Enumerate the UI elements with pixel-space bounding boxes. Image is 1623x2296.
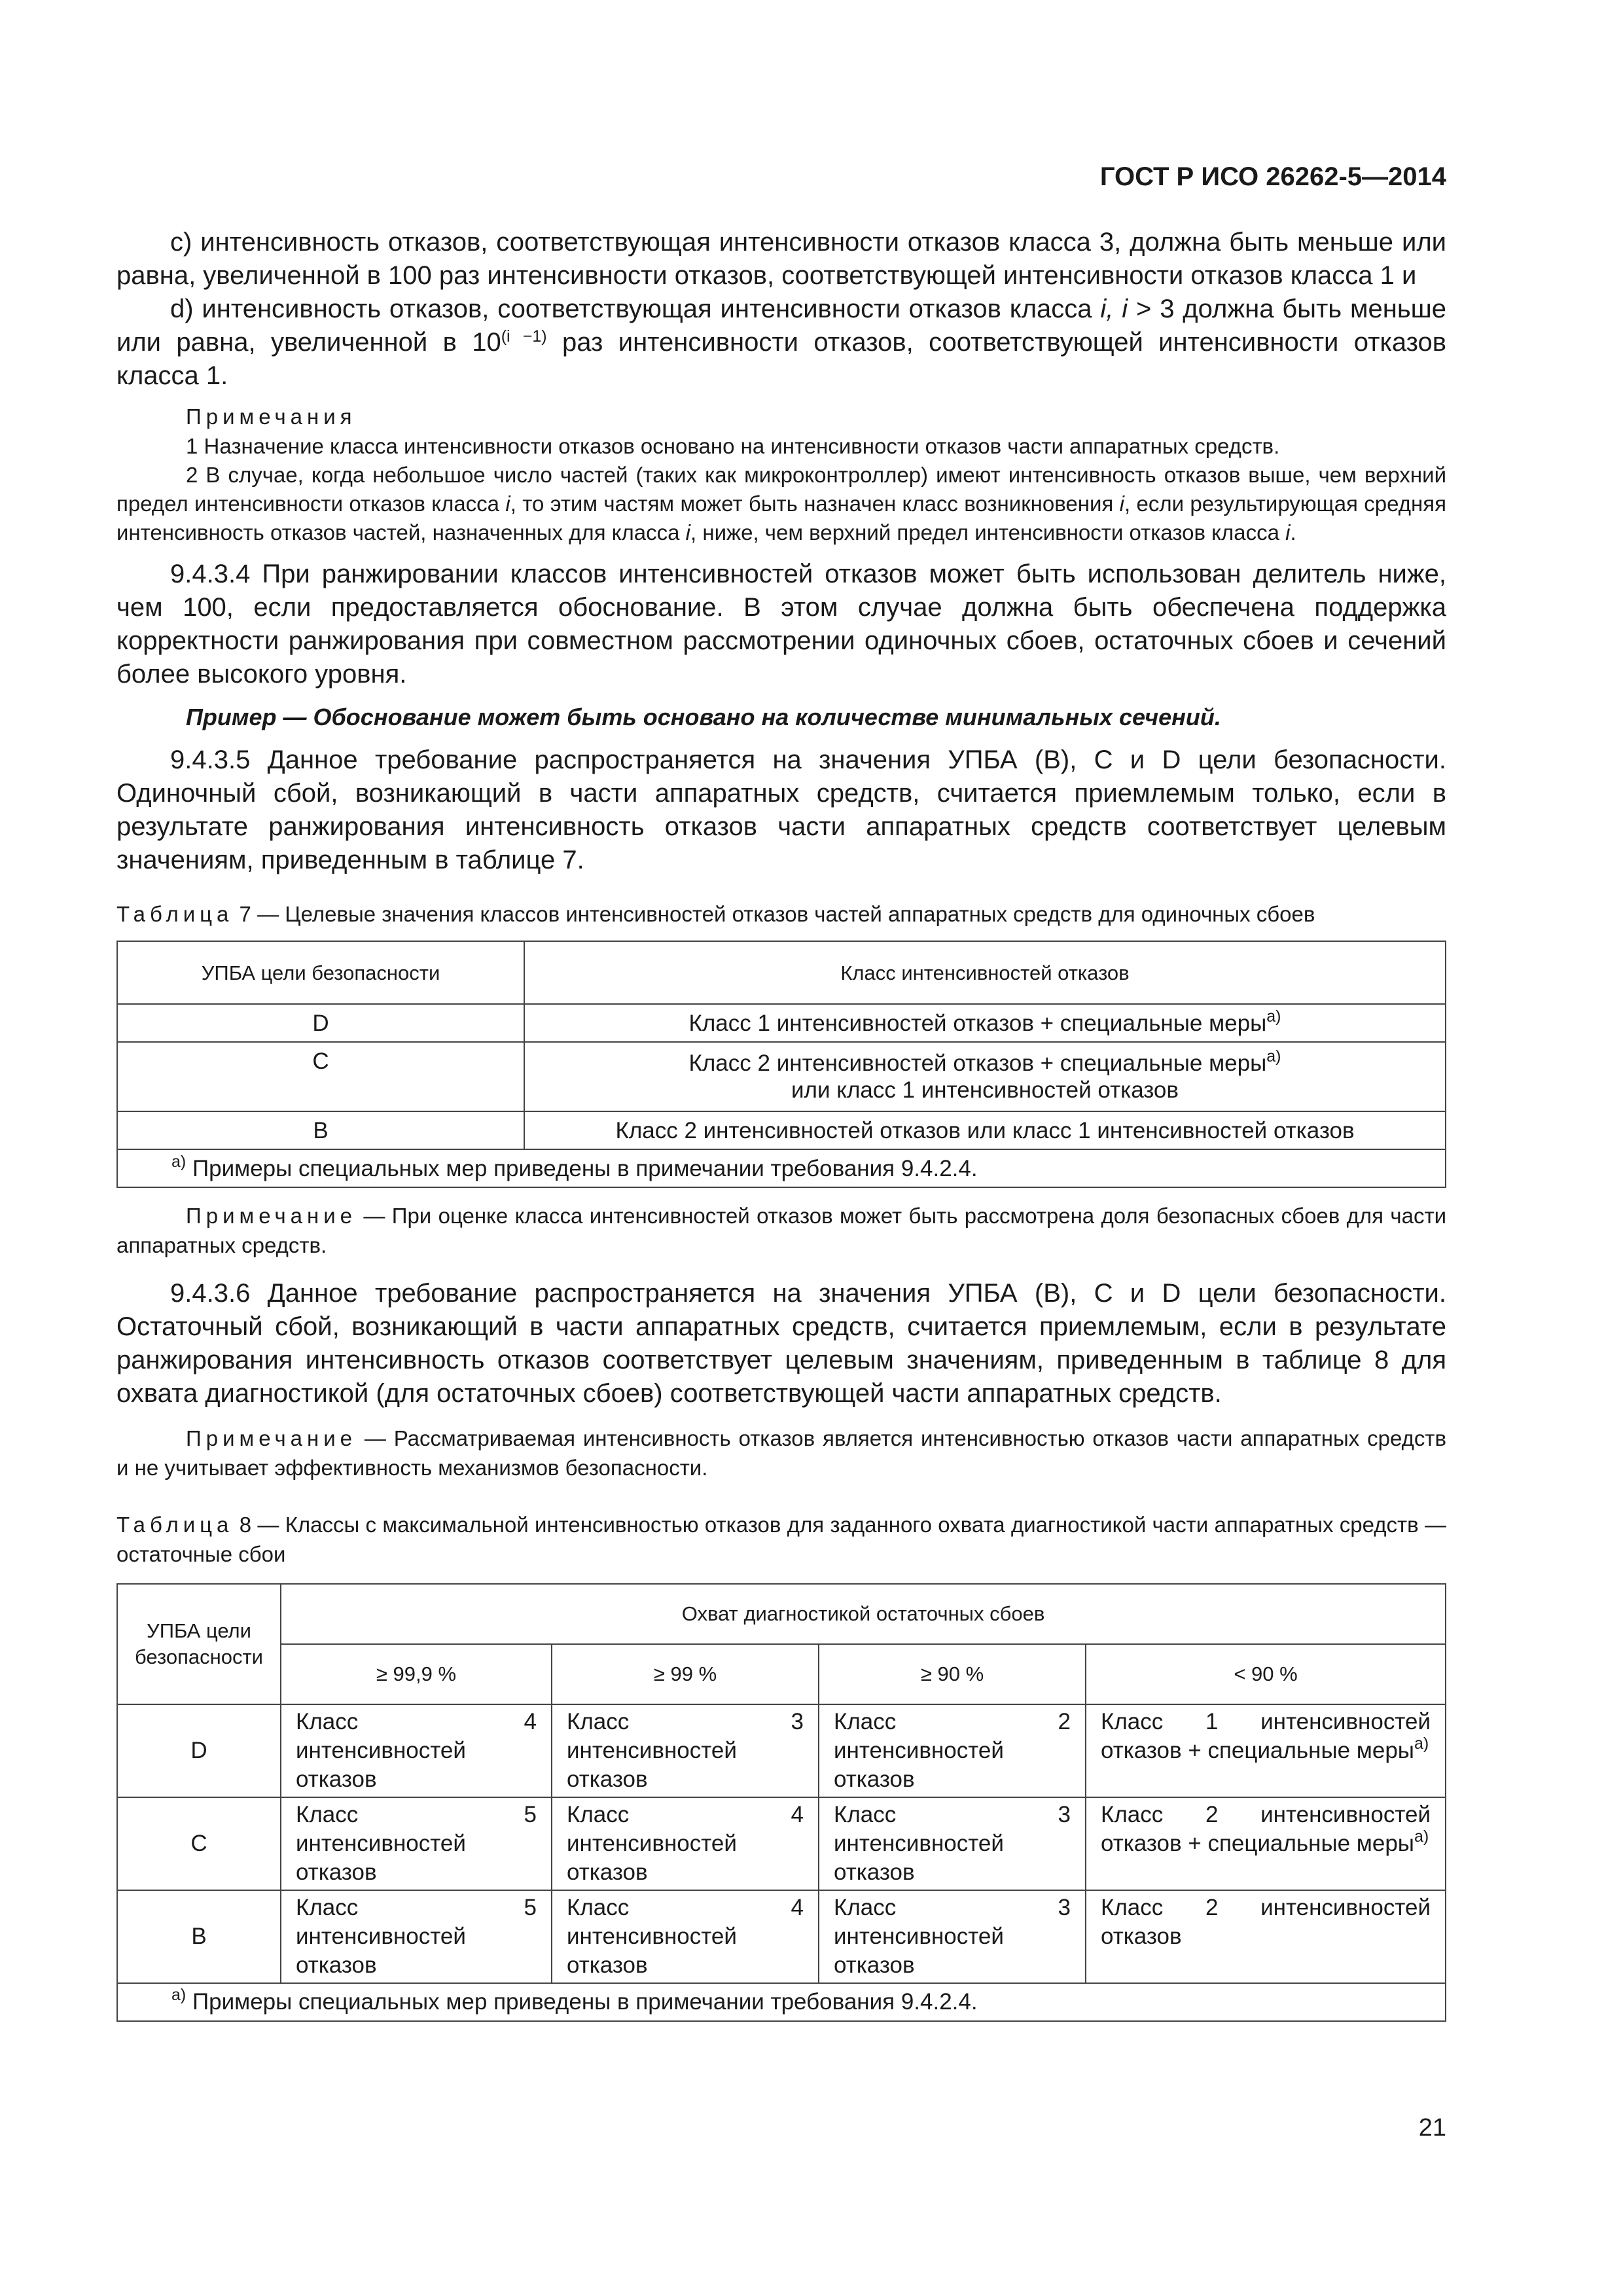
- class-cell: Класс 1 интенсивностей отказов + специальные меры$^{a)}$: [524, 1004, 1446, 1042]
- paragraph-9-4-3-5: 9.4.3.5 Данное требование распространяется на значения УПБА (B), C и D цели безопасности. Одиночный сбой, возникающий в части аппаратных средств, считается приемлемым только, если в результате ранжирования интенсивность отказов части аппаратных средств соответствует целевым значениям, приведенным в таблице 7.: [116, 745, 1446, 874]
- class-cell: Класс 5 интенсивностей отказов: [281, 1797, 552, 1890]
- table-footnote-row: [117, 1149, 1446, 1187]
- table-header-cell: УПБА цели безопасности: [117, 941, 524, 1004]
- level-cell: B: [117, 1890, 281, 1983]
- table-header-cell: ≥ 90 %: [819, 1644, 1086, 1704]
- table8-caption: Таблица 8 — Классы с максимальной интенсивностью отказов для заданного охвата диагностикой части аппаратных средств — остаточные сбои: [116, 1513, 1446, 1566]
- class-cell: Класс 4 интенсивностей отказов: [281, 1704, 552, 1797]
- table-row: [117, 1042, 1446, 1111]
- table-header-row: [117, 1584, 1446, 1644]
- class-cell: Класс 3 интенсивностей отказов: [819, 1890, 1086, 1983]
- paragraph-d: d) интенсивность отказов, соответствующая интенсивности отказов класса i, i > 3 должна быть меньше или равна, увеличенной в $10^{(i -1)}$ раз интенсивности отказов, соответствующей интенсивности отказов класса 1.: [116, 295, 1447, 390]
- paragraph-c: c) интенсивность отказов, соответствующая интенсивности отказов класса 3, должна быть меньше или равна, увеличенной в 100 раз интенсивности отказов, соответствующей интенсивности отказов класса 1 и: [116, 228, 1446, 290]
- class-cell: Класс 3 интенсивностей отказов: [552, 1704, 819, 1797]
- table-row: [117, 1004, 1446, 1042]
- table-footnote: $^{a)}$ Примеры специальных мер приведены в примечании требования 9.4.2.4.: [117, 1983, 1446, 2021]
- level-cell: D: [117, 1704, 281, 1797]
- table-row: [117, 1111, 1446, 1149]
- table-header-row: [117, 941, 1446, 1004]
- table-header-cell: УПБА цели безопасности: [117, 1584, 281, 1704]
- paragraph-9-4-3-6: 9.4.3.6 Данное требование распространяется на значения УПБА (B), C и D цели безопасности. Остаточный сбой, возникающий в части аппаратных средств, считается приемлемым, если в результате ранжирования интенсивность отказов соответствует целевым значениям, приведенным в таблице 8 для охвата диагностикой (для остаточных сбоев) соответствующей части аппаратных средств.: [116, 1279, 1446, 1408]
- class-cell: Класс 2 интенсивностей отказов + специальные меры$^{a)}$: [1086, 1797, 1446, 1890]
- level-cell: B: [117, 1111, 524, 1149]
- class-cell: Класс 2 интенсивностей отказов + специальные меры$^{a)}$ или класс 1 интенсивностей отказов: [524, 1042, 1446, 1111]
- notes-heading: Примечания: [186, 404, 357, 429]
- table-header-row: [117, 1644, 1446, 1704]
- table-row: [117, 1797, 1446, 1890]
- level-cell: D: [117, 1004, 524, 1042]
- table-group-header: Охват диагностикой остаточных сбоев: [281, 1584, 1446, 1644]
- document-body: [116, 226, 1446, 2022]
- class-cell: Класс 3 интенсивностей отказов: [819, 1797, 1086, 1890]
- class-cell: Класс 2 интенсивностей отказов: [1086, 1890, 1446, 1983]
- class-cell: Класс 4 интенсивностей отказов: [552, 1890, 819, 1983]
- table-header-cell: < 90 %: [1086, 1644, 1446, 1704]
- class-cell: Класс 4 интенсивностей отказов: [552, 1797, 819, 1890]
- note-table7: Примечание — При оценке класса интенсивностей отказов может быть рассмотрена доля безопасных сбоев для части аппаратных средств.: [116, 1204, 1446, 1257]
- document-header: ГОСТ Р ИСО 26262-5—2014: [1099, 162, 1446, 191]
- paragraph-9-4-3-4: 9.4.3.4 При ранжировании классов интенсивностей отказов может быть использован делитель ниже, чем 100, если предоставляется обоснование. В этом случае должна быть обеспечена поддержка корректности ранжирования при совместном рассмотрении одиночных сбоев, остаточных сбоев и сечений более высокого уровня.: [116, 560, 1446, 689]
- page-number: 21: [1418, 2114, 1446, 2142]
- table-8: [116, 1583, 1446, 2022]
- class-cell: Класс 5 интенсивностей отказов: [281, 1890, 552, 1983]
- class-cell: Класс 2 интенсивностей отказов: [819, 1704, 1086, 1797]
- table-header-cell: ≥ 99,9 %: [281, 1644, 552, 1704]
- table-row: [117, 1890, 1446, 1983]
- example-text: Пример — Обоснование может быть основано на количестве минимальных сечений.: [186, 704, 1221, 730]
- table-7: [116, 941, 1446, 1188]
- note-1: 1 Назначение класса интенсивности отказов основано на интенсивности отказов части аппаратных средств.: [186, 434, 1280, 458]
- level-cell: C: [117, 1042, 524, 1111]
- note-2: 2 В случае, когда небольшое число частей (таких как микроконтроллер) имеют интенсивность отказов выше, чем верхний предел интенсивности отказов класса i, то этим частям может быть назначен класс возникновения i, если результирующая средняя интенсивность отказов частей, назначенных для класса i, ниже, чем верхний предел интенсивности отказов класса i.: [116, 463, 1446, 545]
- table-footnote-row: [117, 1983, 1446, 2021]
- table-row: [117, 1704, 1446, 1797]
- class-cell: Класс 1 интенсивностей отказов + специальные меры$^{a)}$: [1086, 1704, 1446, 1797]
- table-header-cell: ≥ 99 %: [552, 1644, 819, 1704]
- table7-caption: Таблица 7 — Целевые значения классов интенсивностей отказов частей аппаратных средств для одиночных сбоев: [116, 902, 1315, 926]
- table-header-cell: Класс интенсивностей отказов: [524, 941, 1446, 1004]
- note-9-4-3-6: Примечание — Рассматриваемая интенсивность отказов является интенсивностью отказов части аппаратных средств и не учитывает эффективность механизмов безопасности.: [116, 1426, 1446, 1480]
- level-cell: C: [117, 1797, 281, 1890]
- class-cell: Класс 2 интенсивностей отказов или класс 1 интенсивностей отказов: [524, 1111, 1446, 1149]
- table-footnote: $^{a)}$ Примеры специальных мер приведены в примечании требования 9.4.2.4.: [117, 1149, 1446, 1187]
